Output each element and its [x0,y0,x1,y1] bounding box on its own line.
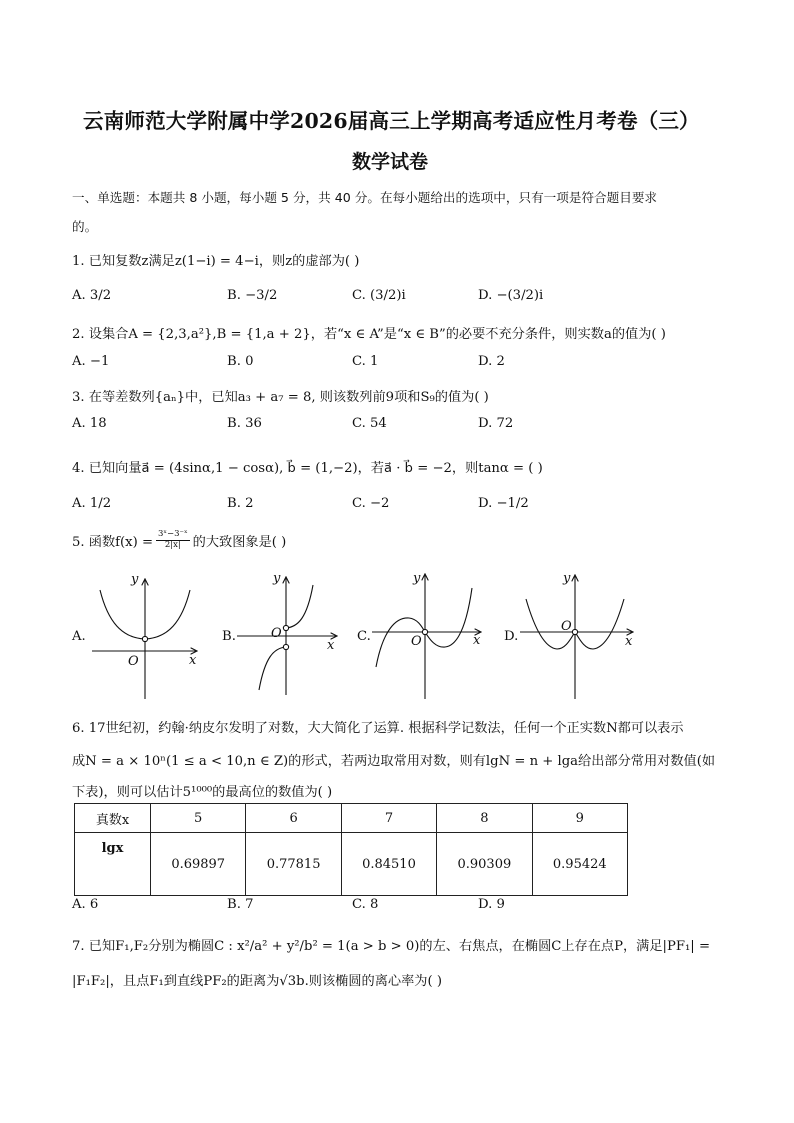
question-4-option-c: C. −2 [352,496,390,511]
log-table-header-label: 真数x [75,804,151,833]
question-5-numerator: 3ˣ−3⁻ˣ [158,529,188,539]
question-2-option-b: B. 0 [227,354,254,369]
question-4-option-b: B. 2 [227,496,254,511]
graph-c-hollow-point [422,629,427,634]
question-6-option-b: B. 7 [227,897,254,912]
log-table-lg-cell: 0.90309 [437,833,532,896]
question-4-option-a: A. 1/2 [72,496,112,511]
graph-d-y-label: y [563,571,571,586]
graph-a-y-label: y [131,572,139,587]
question-3-stem: 3. 在等差数列{aₙ}中，已知a₃ + a₇ = 8, 则该数列前9项和S₉的值为( ) [72,390,489,405]
log-table-row-label: lgx [75,833,151,896]
log-table-x-cell: 9 [532,804,627,833]
graph-c-curve [376,588,472,667]
graph-d-x-label: x [625,634,633,649]
log-table-header-row [75,804,628,833]
question-2-option-c: C. 1 [352,354,379,369]
question-6-line2: 成N = a × 10ⁿ(1 ≤ a < 10,n ∈ Z)的形式，若两边取常用对数，则有lgN = n + lga给出部分常用对数值(如 [72,754,716,769]
log-table-x-cell: 7 [341,804,436,833]
log-table-x-cell: 8 [437,804,532,833]
question-1-option-d: D. −(3/2)i [478,288,544,303]
graph-a-label: A. [72,629,86,644]
graph-b-label: B. [222,629,236,644]
question-1-option-a: A. 3/2 [72,288,112,303]
question-2-stem: 2. 设集合A = {2,3,a²},B = {1,a + 2}，若“x ∈ A”是“x ∈ B”的必要不充分条件，则实数a的值为( ) [72,327,666,342]
graph-b-hollow-point-bottom [283,644,288,649]
graph-b-y-label: y [273,571,281,586]
question-6-option-d: D. 9 [478,897,505,912]
graph-b-x-label: x [327,638,335,653]
question-1-stem: 1. 已知复数z满足z(1−i) = 4−i，则z的虚部为( ) [72,254,360,269]
question-5-stem [72,530,286,551]
graph-d [520,576,632,699]
graph-d-label: D. [504,629,519,644]
question-2-option-a: A. −1 [72,354,110,369]
log-table-lg-cell: 0.77815 [246,833,341,896]
question-6-line3: 下表)，则可以估计5¹⁰⁰⁰的最高位的数值为( ) [72,785,333,800]
log-table-lg-cell: 0.69897 [151,833,246,896]
question-7-line1: 7. 已知F₁,F₂分别为椭圆C : x²/a² + y²/b² = 1(a > b > 0)的左、右焦点，在椭圆C上存在点P，满足|PF₁| = [72,939,710,954]
graph-c-label: C. [357,629,371,644]
question-6-line1: 6. 17世纪初，约翰·纳皮尔发明了对数，大大简化了运算. 根据科学记数法，任何一个正实数N都可以表示 [72,721,684,736]
graph-b-curve-right [286,585,313,628]
question-4-option-d: D. −1/2 [478,496,529,511]
question-3-option-d: D. 72 [478,416,514,431]
exam-subtitle: 数学试卷 [352,151,429,173]
log-table-lg-cell: 0.84510 [341,833,436,896]
question-3-option-a: A. 18 [72,416,107,431]
log-table-x-cell: 5 [151,804,246,833]
question-6-option-c: C. 8 [352,897,379,912]
graph-c-y-label: y [413,571,421,586]
graph-c [372,575,480,699]
log-table-value-row [75,833,628,896]
exam-title: 云南师范大学附属中学2026届高三上学期高考适应性月考卷（三） [83,109,700,133]
question-5-denominator: 2|x| [164,539,181,550]
graph-b-origin: O [271,626,282,641]
graph-a-hollow-point [142,636,147,641]
graph-d-hollow-point [572,629,577,634]
graph-b-hollow-point-top [283,625,288,630]
section-instructions-line1: 一、单选题：本题共 8 小题，每小题 5 分，共 40 分。在每小题给出的选项中，只有一项是符合题目要求 [72,190,658,205]
graph-a-origin: O [128,654,139,669]
log-table-lg-cell: 0.95424 [532,833,627,896]
log-table [74,803,628,896]
question-1-option-c: C. (3/2)i [352,288,406,303]
question-3-option-b: B. 36 [227,416,262,431]
question-6-option-a: A. 6 [72,897,99,912]
question-7-line2: |F₁F₂|，且点F₁到直线PF₂的距离为√3b.则该椭圆的离心率为( ) [72,974,442,989]
log-table-x-cell: 6 [246,804,341,833]
graph-d-origin: O [561,619,572,634]
question-1-option-b: B. −3/2 [227,288,278,303]
question-5-prefix: 5. 函数f(x) = [72,534,153,550]
question-5-suffix: 的大致图象是( ) [192,534,287,550]
graph-c-x-label: x [473,633,481,648]
question-3-option-c: C. 54 [352,416,387,431]
section-instructions-line2: 的。 [72,219,98,234]
graph-c-origin: O [411,634,422,649]
question-5-fraction [156,530,190,551]
question-4-stem: 4. 已知向量a⃗ = (4sinα,1 − cosα), b⃗ = (1,−2)，若a⃗ · b⃗ = −2，则tanα = ( ) [72,461,543,476]
question-2-option-d: D. 2 [478,354,505,369]
graph-a [92,580,196,699]
graph-b [237,578,336,695]
function-graphs [0,565,794,705]
graph-b-curve-left [259,647,286,690]
graph-a-x-label: x [189,653,197,668]
